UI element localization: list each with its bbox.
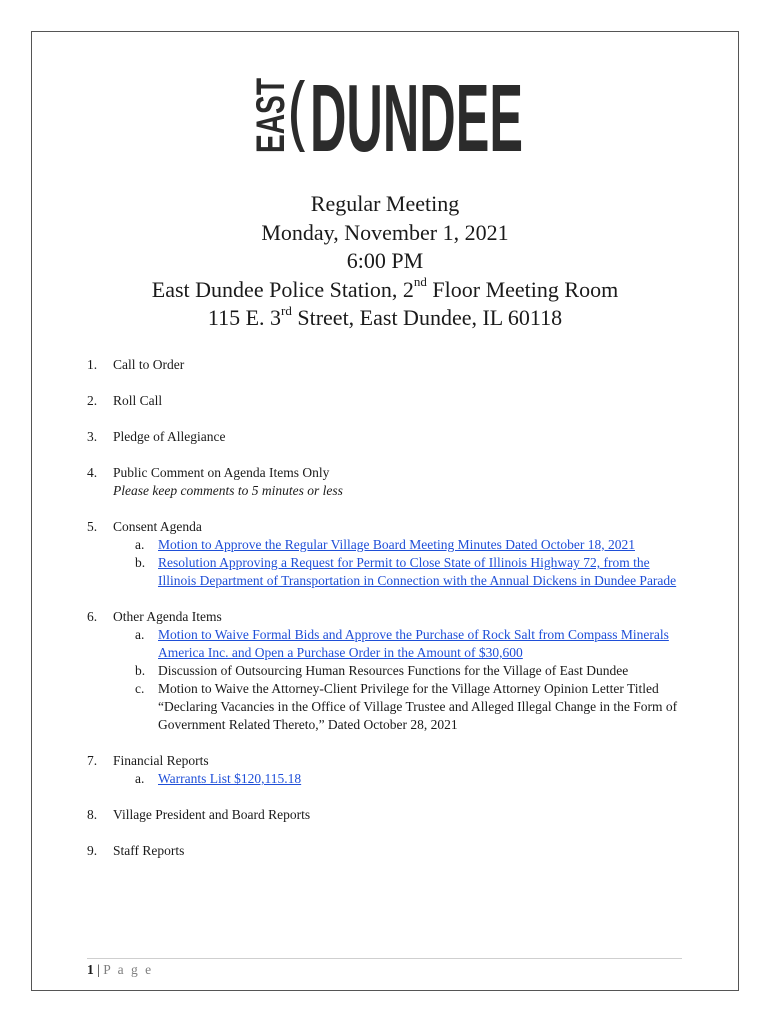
meeting-location: East Dundee Police Station, 2nd Floor Meeting Room xyxy=(151,274,619,302)
page-footer xyxy=(87,962,153,978)
agenda-item-text: Public Comment on Agenda Items Only xyxy=(113,465,330,480)
logo-dundee-text: DUNDEE xyxy=(310,65,523,172)
agenda-item-note: Please keep comments to 5 minutes or less xyxy=(113,483,343,498)
agenda-subitem: b. Discussion of Outsourcing Human Resources Functions for the Village of East Dundee xyxy=(135,663,629,678)
agenda-subitem-text: Motion to Waive the Attorney-Client Privilege for the Village Attorney Opinion Letter Titled “Declaring Vacancies in the Office of Village Trustee and Alleged Illegal Change in the Form of Government Related Thereto,” Dated October 28, 2021 xyxy=(158,681,678,732)
agenda-subitem: a. Warrants List $120,115.18 xyxy=(135,771,302,786)
agenda-item-text: Other Agenda Items xyxy=(113,609,222,624)
agenda-item-text: Staff Reports xyxy=(113,843,185,858)
meeting-date: Monday, November 1, 2021 xyxy=(261,219,509,245)
agenda-item-text: Consent Agenda xyxy=(113,519,202,534)
east-dundee-logo xyxy=(249,46,525,172)
agenda-subitem: b. Resolution Approving a Request for Permit to Close State of Illinois Highway 72, from the Illinois Department of Transportation in Connection with the Annual Dickens in Dundee Parade xyxy=(135,555,677,588)
agenda-item: 7. Financial Reports a. Warrants List $120,115.18 xyxy=(87,752,687,788)
warrants-list-link[interactable]: Warrants List $120,115.18 xyxy=(158,771,302,786)
meeting-heading xyxy=(31,190,739,333)
agenda-subitem: c. Motion to Waive the Attorney-Client Privilege for the Village Attorney Opinion Letter Titled “Declaring Vacancies in the Office of Village Trustee and Alleged Illegal Change in the Form of Government Related Thereto,” Dated October 28, 2021 xyxy=(135,681,678,732)
agenda-subitem: a. Motion to Waive Formal Bids and Approve the Purchase of Rock Salt from Compass Minerals America Inc. and Open a Purchase Order in the Amount of $30,600 xyxy=(135,627,669,660)
agenda-item-text: Call to Order xyxy=(113,357,185,372)
agenda-item-text: Village President and Board Reports xyxy=(113,807,311,822)
rock-salt-purchase-link[interactable]: Motion to Waive Formal Bids and Approve the Purchase of Rock Salt from Compass Minerals America Inc. and Open a Purchase Order in the Amount of $30,600 xyxy=(158,627,669,660)
agenda-item: 6. Other Agenda Items a. Motion to Waive Formal Bids and Approve the Purchase of Rock Salt from Compass Minerals America Inc. and Open a Purchase Order in the Amount of $30,600 b. Discussion of Outsourcing Human Resources Functions for the Village of East Dundee c. Motion to Waive the Attorney-Client Privilege for the Village Attorney Opinion Letter Titled “Declaring Vacancies in the Office of Village Trustee and Alleged Illegal Change in the Form of Government Related Thereto,” Dated October 28, 2021 xyxy=(87,608,687,734)
logo-east-text: EAST xyxy=(249,46,293,153)
agenda-item: 3. Pledge of Allegiance xyxy=(87,429,226,444)
agenda-item: 8. Village President and Board Reports xyxy=(87,807,311,822)
logo-swoosh xyxy=(291,80,305,152)
minutes-oct18-link[interactable]: Motion to Approve the Regular Village Board Meeting Minutes Dated October 18, 2021 xyxy=(158,537,635,552)
agenda-item: 5. Consent Agenda a. Motion to Approve the Regular Village Board Meeting Minutes Dated October 18, 2021 b. Resolution Approving a Request for Permit to Close State of Illinois Highway 72, from the Illinois Department of Transportation in Connection with the Annual Dickens in Dundee Parade xyxy=(87,518,687,590)
page-label: P a g e xyxy=(103,962,154,977)
agenda-item: 9. Staff Reports xyxy=(87,843,185,858)
highway-72-resolution-link[interactable]: Resolution Approving a Request for Permit to Close State of Illinois Highway 72, from the Illinois Department of Transportation in Connection with the Annual Dickens in Dundee Parade xyxy=(158,555,677,588)
agenda-item-text: Pledge of Allegiance xyxy=(113,429,226,444)
page-number: 1 xyxy=(87,962,94,977)
agenda-list xyxy=(87,356,687,878)
footer-separator: | xyxy=(97,962,100,977)
agenda-item-text: Roll Call xyxy=(113,393,163,408)
meeting-time: 6:00 PM xyxy=(346,248,424,273)
agenda-item: 2. Roll Call xyxy=(87,393,163,408)
footer-divider xyxy=(87,958,682,959)
agenda-item-text: Financial Reports xyxy=(113,753,209,768)
agenda-item: 1. Call to Order xyxy=(87,357,185,372)
agenda-item: 4. Public Comment on Agenda Items Only Please keep comments to 5 minutes or less xyxy=(87,464,687,500)
agenda-subitem: a. Motion to Approve the Regular Village Board Meeting Minutes Dated October 18, 2021 xyxy=(135,537,635,552)
agenda-subitem-text: Discussion of Outsourcing Human Resources Functions for the Village of East Dundee xyxy=(158,663,629,678)
meeting-address: 115 E. 3rd Street, East Dundee, IL 60118 xyxy=(207,302,563,330)
meeting-title: Regular Meeting xyxy=(310,191,460,216)
